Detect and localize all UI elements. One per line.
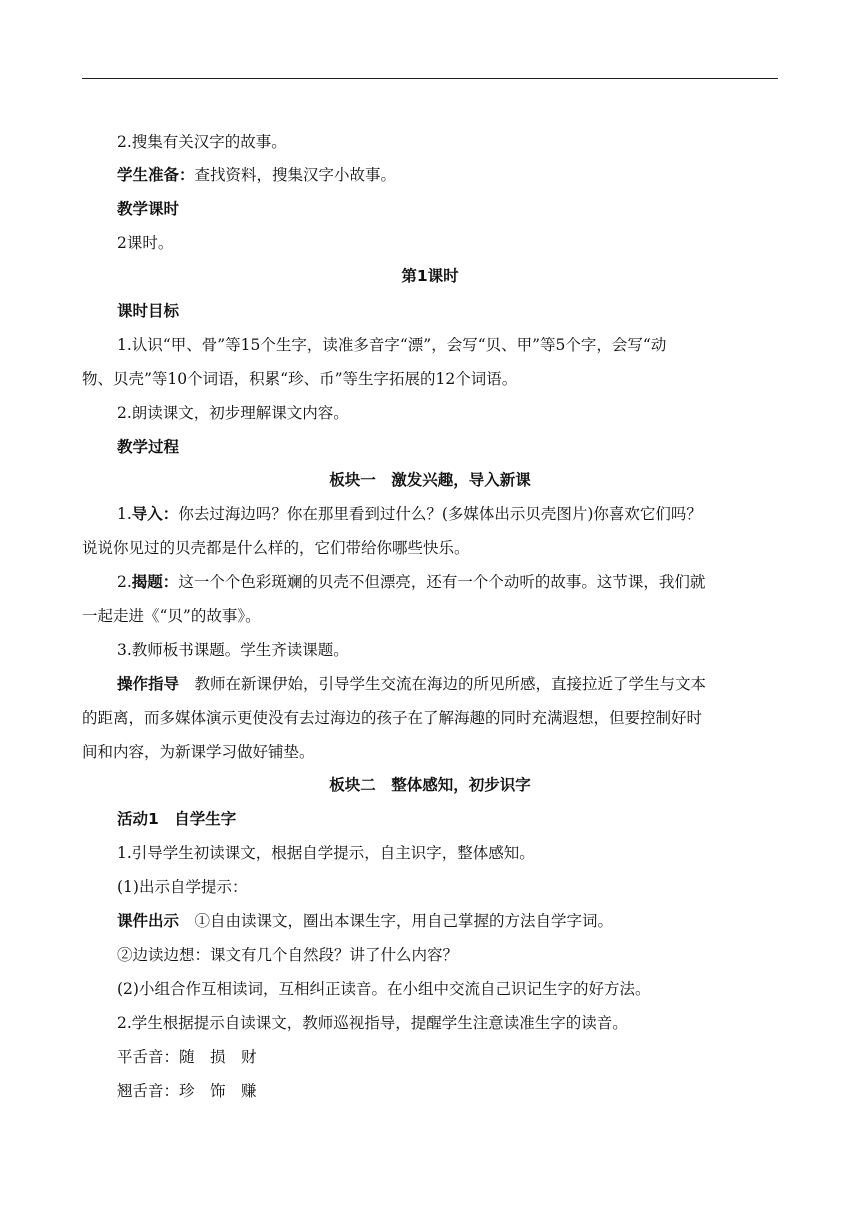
block-title: 板块一 激发兴趣，导入新课 [329,471,531,489]
text-span: 2. [117,573,132,591]
text-line [117,674,706,694]
activity-heading: 活动1 自学生字 [117,810,237,828]
text-line: 说说你见过的贝壳都是什么样的，它们带给你哪些快乐。 [82,539,470,557]
text-line: (2)小组合作互相读词，互相纠正读音。在小组中交流自己识记生字的好方法。 [117,980,651,998]
text-line [117,572,705,592]
text-line: 的距离，而多媒体演示更使没有去过海边的孩子在了解海趣的同时充满遐想，但要控制好时 [82,709,703,727]
text-line [117,911,613,931]
section-heading: 教学过程 [117,438,180,456]
text-span: 教师在新课伊始，引导学生交流在海边的所见所感，直接拉近了学生与文本 [179,675,707,693]
label-bold: 操作指导 [117,675,180,693]
text-line: 间和内容，为新课学习做好铺垫。 [82,743,315,761]
text-line: 1.认识“甲、骨”等15个生字，读准多音字“漂”，会写“贝、甲”等5个字，会写“动 [117,336,667,354]
text-line: 一起走进《“贝”的故事》。 [82,607,261,625]
text-span: ①自由读课文，圈出本课生字，用自己掌握的方法自学字词。 [179,912,614,930]
text-line: ②边读边想：课文有几个自然段？讲了什么内容？ [117,946,459,964]
section-heading: 教学课时 [117,200,180,218]
text-line: 平舌音：随 损 财 [117,1048,257,1066]
block-title: 板块二 整体感知，初步识字 [329,776,531,794]
label-bold: 导入： [131,505,179,523]
section-heading: 课时目标 [117,302,180,320]
text-line: (1)出示自学提示： [117,878,248,896]
label-bold: 揭题： [131,573,179,591]
text-line: 翘舌音：珍 饰 赚 [117,1082,257,1100]
text-line: 2.学生根据提示自读课文，教师巡视指导，提醒学生注意读准生字的读音。 [117,1014,628,1032]
text-line: 物、贝壳”等10个词语，积累“珍、币”等生字拓展的12个词语。 [82,370,518,388]
lesson-title: 第1课时 [401,267,459,285]
text-line: 2课时。 [117,234,174,252]
label-bold: 学生准备： [117,166,195,184]
text-span: 1. [117,505,132,523]
header-rule [82,78,778,79]
text-line [117,504,702,524]
text-line [117,165,396,185]
label-bold: 课件出示 [117,912,180,930]
text-line: 2.搜集有关汉字的故事。 [117,133,287,151]
text-line: 1.引导学生初读课文，根据自学提示，自主识字，整体感知。 [117,844,535,862]
text-span: 查找资料，搜集汉字小故事。 [194,166,397,184]
text-line: 3.教师板书课题。学生齐读课题。 [117,641,349,659]
text-line: 2.朗读课文，初步理解课文内容。 [117,404,349,422]
text-span: 这一个个色彩斑斓的贝壳不但漂亮，还有一个个动听的故事。这节课，我们就 [178,573,706,591]
text-span: 你去过海边吗？你在那里看到过什么？(多媒体出示贝壳图片)你喜欢它们吗？ [178,505,702,523]
